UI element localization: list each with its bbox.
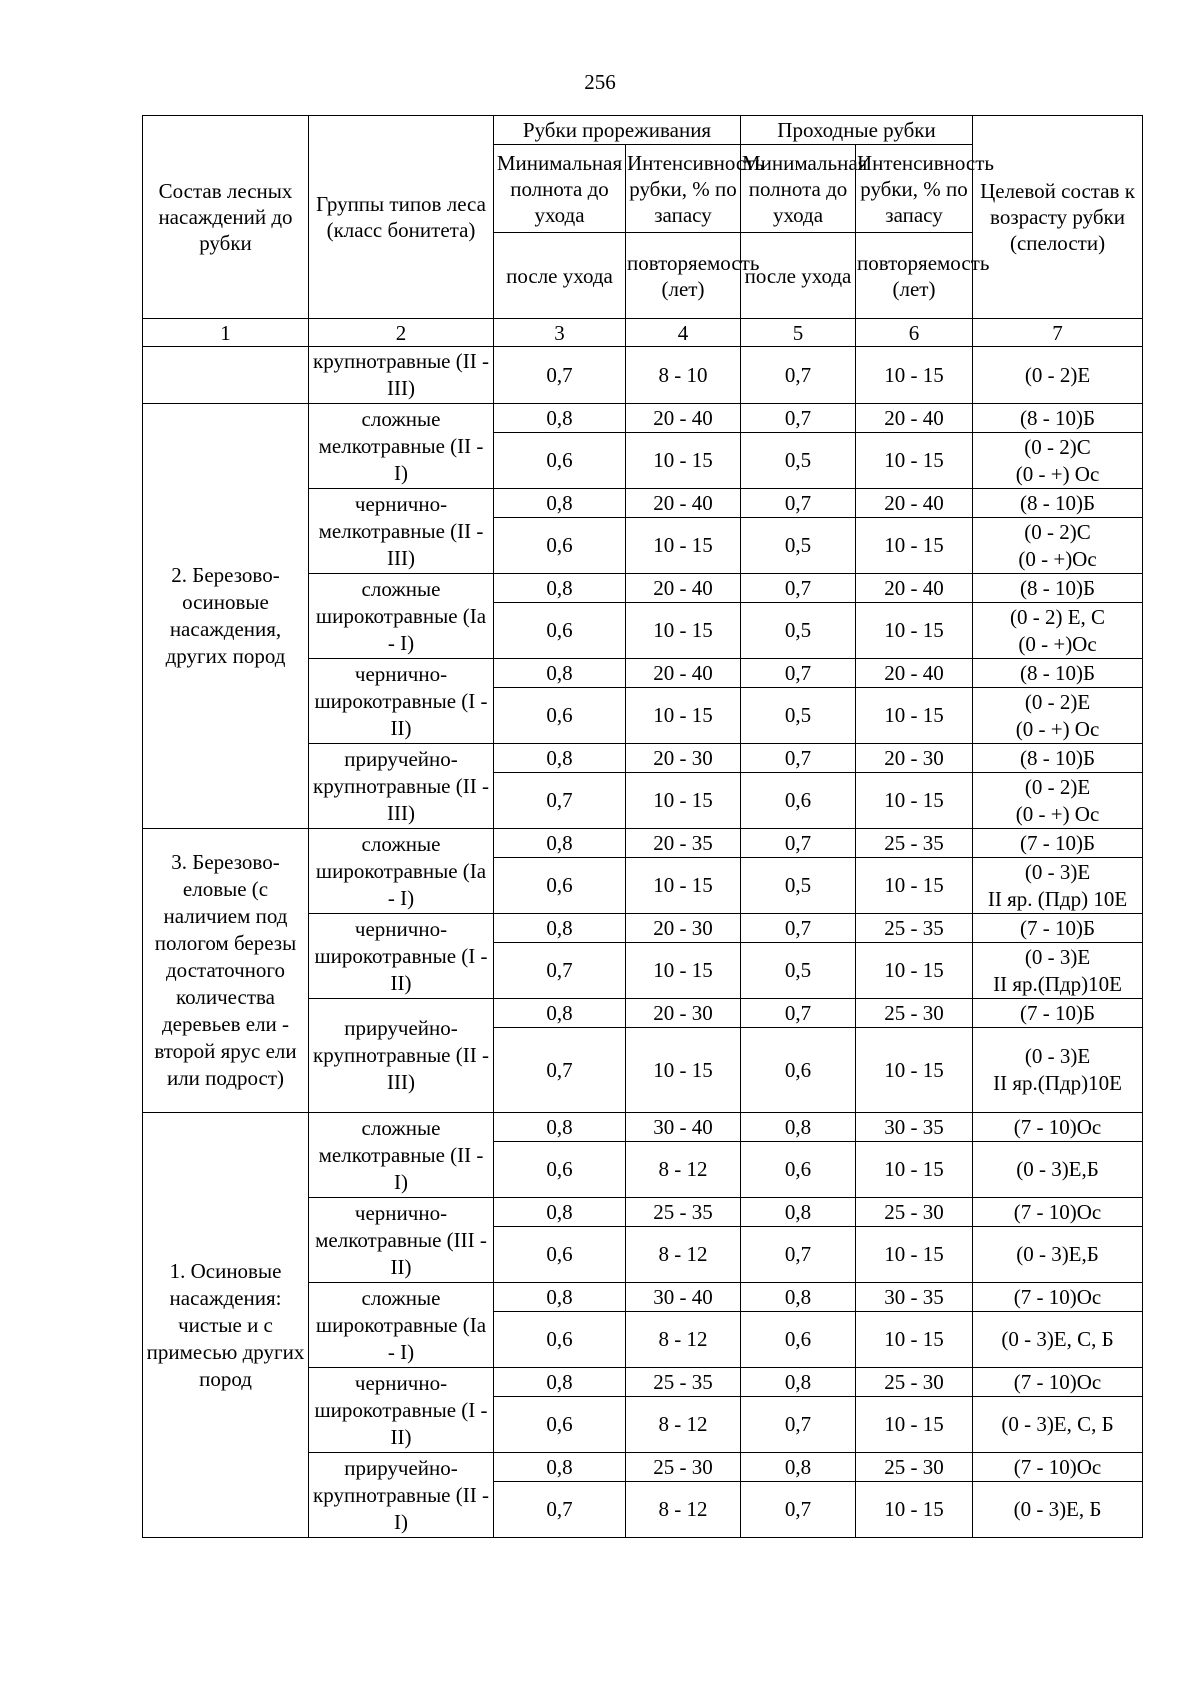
column-number: 6 [856,319,973,347]
silviculture-table [142,115,1143,1538]
forest-type-cell: чернично-мелкотравные (II - III) [309,489,494,574]
target-composition-line: (0 - 3)Е [1024,859,1091,884]
forest-type-cell: сложные широкотравные (Iа - I) [309,574,494,659]
target-composition-line: (0 - +)Ос [1018,546,1097,571]
thin-min-density-cell: 0,8 [494,489,626,518]
target-composition-cell: (7 - 10)Ос [973,1368,1143,1397]
target-composition-line: (0 - +)Ос [1018,631,1097,656]
pass-min-density-cell: 0,8 [741,1113,856,1142]
target-composition-line: (0 - 2)С [1024,519,1091,544]
target-composition-cell: (0 - 3)Е, С, Б [973,1397,1143,1453]
thin-intensity-cell: 10 - 15 [626,773,741,829]
thin-min-density-cell: 0,7 [494,773,626,829]
target-composition-line: (0 - +) Ос [1015,801,1100,826]
thin-intensity-cell: 20 - 35 [626,829,741,858]
pass-intensity-cell: 10 - 15 [856,1028,973,1113]
pass-intensity-cell: 10 - 15 [856,773,973,829]
thin-min-density-cell: 0,8 [494,404,626,433]
header-thin-intensity: Интенсивность рубки, % по запасу [626,145,741,233]
pass-intensity-cell: 20 - 40 [856,574,973,603]
thin-min-density-cell: 0,6 [494,1312,626,1368]
column-number: 3 [494,319,626,347]
thin-intensity-cell: 10 - 15 [626,943,741,999]
target-composition-cell [973,433,1143,489]
target-composition-line: (0 - +) Ос [1015,461,1100,486]
pass-min-density-cell: 0,7 [741,404,856,433]
thin-min-density-cell: 0,7 [494,1482,626,1538]
header-composition: Состав лесных насаждений до рубки [143,116,309,319]
thin-min-density-cell: 0,7 [494,943,626,999]
pass-min-density-cell: 0,7 [741,1227,856,1283]
forest-type-cell: сложные широкотравные (Iа - I) [309,1283,494,1368]
target-composition-cell: (0 - 2)Е [973,347,1143,404]
thin-intensity-cell: 10 - 15 [626,688,741,744]
thin-min-density-cell: 0,7 [494,1028,626,1113]
header-thinning: Рубки прореживания [494,116,741,145]
thin-intensity-cell: 8 - 12 [626,1227,741,1283]
thin-intensity-cell: 20 - 30 [626,914,741,943]
pass-min-density-cell: 0,5 [741,518,856,574]
table-row [143,404,1143,433]
thin-min-density-cell: 0,8 [494,1283,626,1312]
pass-intensity-cell: 20 - 40 [856,659,973,688]
thin-intensity-cell: 25 - 35 [626,1368,741,1397]
target-composition-cell: (7 - 10)Б [973,999,1143,1028]
thin-min-density-cell: 0,6 [494,433,626,489]
target-composition-cell: (8 - 10)Б [973,489,1143,518]
header-thin-after: после ухода [494,233,626,319]
target-composition-cell: (8 - 10)Б [973,574,1143,603]
target-composition-line: (0 - 3)Е [1024,944,1091,969]
target-composition-cell: (0 - 3)Е, Б [973,1482,1143,1538]
thin-intensity-cell: 8 - 12 [626,1142,741,1198]
target-composition-cell: (0 - 3)Е,Б [973,1227,1143,1283]
pass-intensity-cell: 30 - 35 [856,1283,973,1312]
pass-intensity-cell: 10 - 15 [856,433,973,489]
header-pass-min-density: Минимальная полнота до ухода [741,145,856,233]
pass-intensity-cell: 10 - 15 [856,1142,973,1198]
target-composition-line: (0 - 2)С [1024,434,1091,459]
target-composition-cell: (7 - 10)Ос [973,1113,1143,1142]
target-composition-cell [973,858,1143,914]
column-number-row [143,319,1143,347]
pass-min-density-cell: 0,7 [741,1397,856,1453]
thin-min-density-cell: 0,7 [494,347,626,404]
forest-type-cell: приручейно-крупнотравные (II - III) [309,999,494,1113]
forest-type-cell: приручейно-крупнотравные (II - I) [309,1453,494,1538]
pass-intensity-cell: 10 - 15 [856,858,973,914]
pass-intensity-cell: 25 - 30 [856,1368,973,1397]
forest-type-cell: чернично-широкотравные (I - II) [309,1368,494,1453]
thin-intensity-cell: 10 - 15 [626,858,741,914]
thin-min-density-cell: 0,6 [494,1227,626,1283]
pass-min-density-cell: 0,8 [741,1283,856,1312]
thin-min-density-cell: 0,8 [494,1113,626,1142]
target-composition-cell [973,603,1143,659]
pass-min-density-cell: 0,7 [741,744,856,773]
pass-intensity-cell: 30 - 35 [856,1113,973,1142]
header-pass-after: после ухода [741,233,856,319]
thin-min-density-cell: 0,8 [494,659,626,688]
thin-min-density-cell: 0,6 [494,603,626,659]
thin-min-density-cell: 0,8 [494,744,626,773]
thin-min-density-cell: 0,8 [494,1453,626,1482]
thin-min-density-cell: 0,8 [494,574,626,603]
header-pass-repeat: повторяемость (лет) [856,233,973,319]
target-composition-cell: (7 - 10)Ос [973,1453,1143,1482]
target-composition-line: (0 - +) Ос [1015,716,1100,741]
target-composition-line: II яр.(Пдр)10Е [993,971,1122,996]
thin-intensity-cell: 8 - 10 [626,347,741,404]
pass-min-density-cell: 0,7 [741,829,856,858]
thin-intensity-cell: 10 - 15 [626,518,741,574]
pass-intensity-cell: 10 - 15 [856,1482,973,1538]
pass-intensity-cell: 10 - 15 [856,603,973,659]
thin-intensity-cell: 8 - 12 [626,1482,741,1538]
thin-intensity-cell: 25 - 30 [626,1453,741,1482]
pass-intensity-cell: 25 - 35 [856,829,973,858]
target-composition-cell: (0 - 3)Е,Б [973,1142,1143,1198]
pass-min-density-cell: 0,6 [741,1142,856,1198]
thin-intensity-cell: 8 - 12 [626,1312,741,1368]
pass-min-density-cell: 0,5 [741,603,856,659]
target-composition-line: (0 - 3)Е [1024,1044,1091,1068]
forest-type-cell: сложные широкотравные (Iа - I) [309,829,494,914]
thin-intensity-cell: 20 - 40 [626,574,741,603]
column-number: 2 [309,319,494,347]
composition-cell: 3. Березово-еловые (с наличием под пологом березы достаточного количества деревьев ели - второй ярус ели или подрост) [143,829,309,1113]
column-number: 4 [626,319,741,347]
thin-min-density-cell: 0,8 [494,829,626,858]
target-composition-cell: (8 - 10)Б [973,744,1143,773]
thin-min-density-cell: 0,6 [494,518,626,574]
header-pass-intensity: Интенсивность рубки, % по запасу [856,145,973,233]
column-number: 5 [741,319,856,347]
thin-intensity-cell: 10 - 15 [626,1028,741,1113]
pass-intensity-cell: 25 - 30 [856,1453,973,1482]
thin-min-density-cell: 0,8 [494,1198,626,1227]
pass-intensity-cell: 10 - 15 [856,943,973,999]
thin-intensity-cell: 20 - 30 [626,999,741,1028]
header-thin-repeat: повторяемость (лет) [626,233,741,319]
thin-intensity-cell: 20 - 30 [626,744,741,773]
pass-min-density-cell: 0,6 [741,1312,856,1368]
pass-min-density-cell: 0,7 [741,1482,856,1538]
header-target-composition: Целевой состав к возрасту рубки (спелости) [973,116,1143,319]
column-number: 1 [143,319,309,347]
thin-intensity-cell: 8 - 12 [626,1397,741,1453]
pass-intensity-cell: 25 - 30 [856,1198,973,1227]
pass-intensity-cell: 20 - 40 [856,404,973,433]
pass-min-density-cell: 0,7 [741,489,856,518]
target-composition-cell: (7 - 10)Ос [973,1283,1143,1312]
thin-min-density-cell: 0,8 [494,1368,626,1397]
pass-min-density-cell: 0,7 [741,347,856,404]
target-composition-cell [973,688,1143,744]
forest-type-cell: чернично-широкотравные (I - II) [309,659,494,744]
pass-intensity-cell: 10 - 15 [856,1312,973,1368]
column-number: 7 [973,319,1143,347]
thin-min-density-cell: 0,8 [494,999,626,1028]
target-composition-cell [973,1028,1143,1113]
header-forest-type-groups: Группы типов леса (класс бонитета) [309,116,494,319]
target-composition-line: (0 - 2) Е, С [1009,604,1106,629]
target-composition-cell: (0 - 3)Е, С, Б [973,1312,1143,1368]
pass-min-density-cell: 0,5 [741,688,856,744]
table-row [143,1113,1143,1142]
thin-intensity-cell: 25 - 35 [626,1198,741,1227]
pass-intensity-cell: 10 - 15 [856,688,973,744]
thin-min-density-cell: 0,6 [494,688,626,744]
target-composition-cell: (7 - 10)Ос [973,1198,1143,1227]
thin-min-density-cell: 0,8 [494,914,626,943]
target-composition-cell [973,773,1143,829]
pass-min-density-cell: 0,7 [741,659,856,688]
thin-min-density-cell: 0,6 [494,858,626,914]
pass-min-density-cell: 0,5 [741,943,856,999]
target-composition-line: II яр.(Пдр)10Е [993,1071,1122,1095]
pass-intensity-cell: 25 - 35 [856,914,973,943]
pass-intensity-cell: 10 - 15 [856,1227,973,1283]
target-composition-cell: (8 - 10)Б [973,659,1143,688]
thin-intensity-cell: 20 - 40 [626,659,741,688]
thin-min-density-cell: 0,6 [494,1142,626,1198]
header-thin-min-density: Минимальная полнота до ухода [494,145,626,233]
target-composition-cell [973,943,1143,999]
forest-type-cell: чернично-мелкотравные (III - II) [309,1198,494,1283]
header-passage-cutting: Проходные рубки [741,116,973,145]
pass-intensity-cell: 10 - 15 [856,518,973,574]
pass-intensity-cell: 25 - 30 [856,999,973,1028]
pass-min-density-cell: 0,5 [741,433,856,489]
thin-intensity-cell: 30 - 40 [626,1113,741,1142]
pass-min-density-cell: 0,6 [741,1028,856,1113]
pass-intensity-cell: 10 - 15 [856,347,973,404]
forest-type-cell: чернично-широкотравные (I - II) [309,914,494,999]
forest-type-cell: крупнотравные (II - III) [309,347,494,404]
pass-min-density-cell: 0,8 [741,1453,856,1482]
target-composition-line: (0 - 2)Е [1024,689,1091,714]
pass-min-density-cell: 0,8 [741,1198,856,1227]
thin-intensity-cell: 10 - 15 [626,603,741,659]
forest-type-cell: сложные мелкотравные (II - I) [309,404,494,489]
pass-min-density-cell: 0,8 [741,1368,856,1397]
forest-type-cell: сложные мелкотравные (II - I) [309,1113,494,1198]
composition-cell: 2. Березово-осиновые насаждения, других пород [143,404,309,829]
target-composition-cell: (7 - 10)Б [973,914,1143,943]
target-composition-cell: (7 - 10)Б [973,829,1143,858]
pass-intensity-cell: 10 - 15 [856,1397,973,1453]
pass-min-density-cell: 0,7 [741,574,856,603]
thin-min-density-cell: 0,6 [494,1397,626,1453]
pass-min-density-cell: 0,5 [741,858,856,914]
thin-intensity-cell: 10 - 15 [626,433,741,489]
target-composition-cell [973,518,1143,574]
composition-cell [143,347,309,404]
pass-min-density-cell: 0,7 [741,999,856,1028]
table-body [143,347,1143,1538]
pass-min-density-cell: 0,6 [741,773,856,829]
thin-intensity-cell: 30 - 40 [626,1283,741,1312]
thin-intensity-cell: 20 - 40 [626,404,741,433]
table-row [143,347,1143,404]
thin-intensity-cell: 20 - 40 [626,489,741,518]
composition-cell: 1. Осиновые насаждения: чистые и с примесью других пород [143,1113,309,1538]
page-number: 256 [584,70,616,94]
pass-intensity-cell: 20 - 40 [856,489,973,518]
forest-type-cell: приручейно-крупнотравные (II - III) [309,744,494,829]
pass-min-density-cell: 0,7 [741,914,856,943]
target-composition-cell: (8 - 10)Б [973,404,1143,433]
target-composition-line: (0 - 2)Е [1024,774,1091,799]
table-header [143,116,1143,347]
pass-intensity-cell: 20 - 30 [856,744,973,773]
target-composition-line: II яр. (Пдр) 10Е [987,886,1128,911]
table-row [143,829,1143,858]
